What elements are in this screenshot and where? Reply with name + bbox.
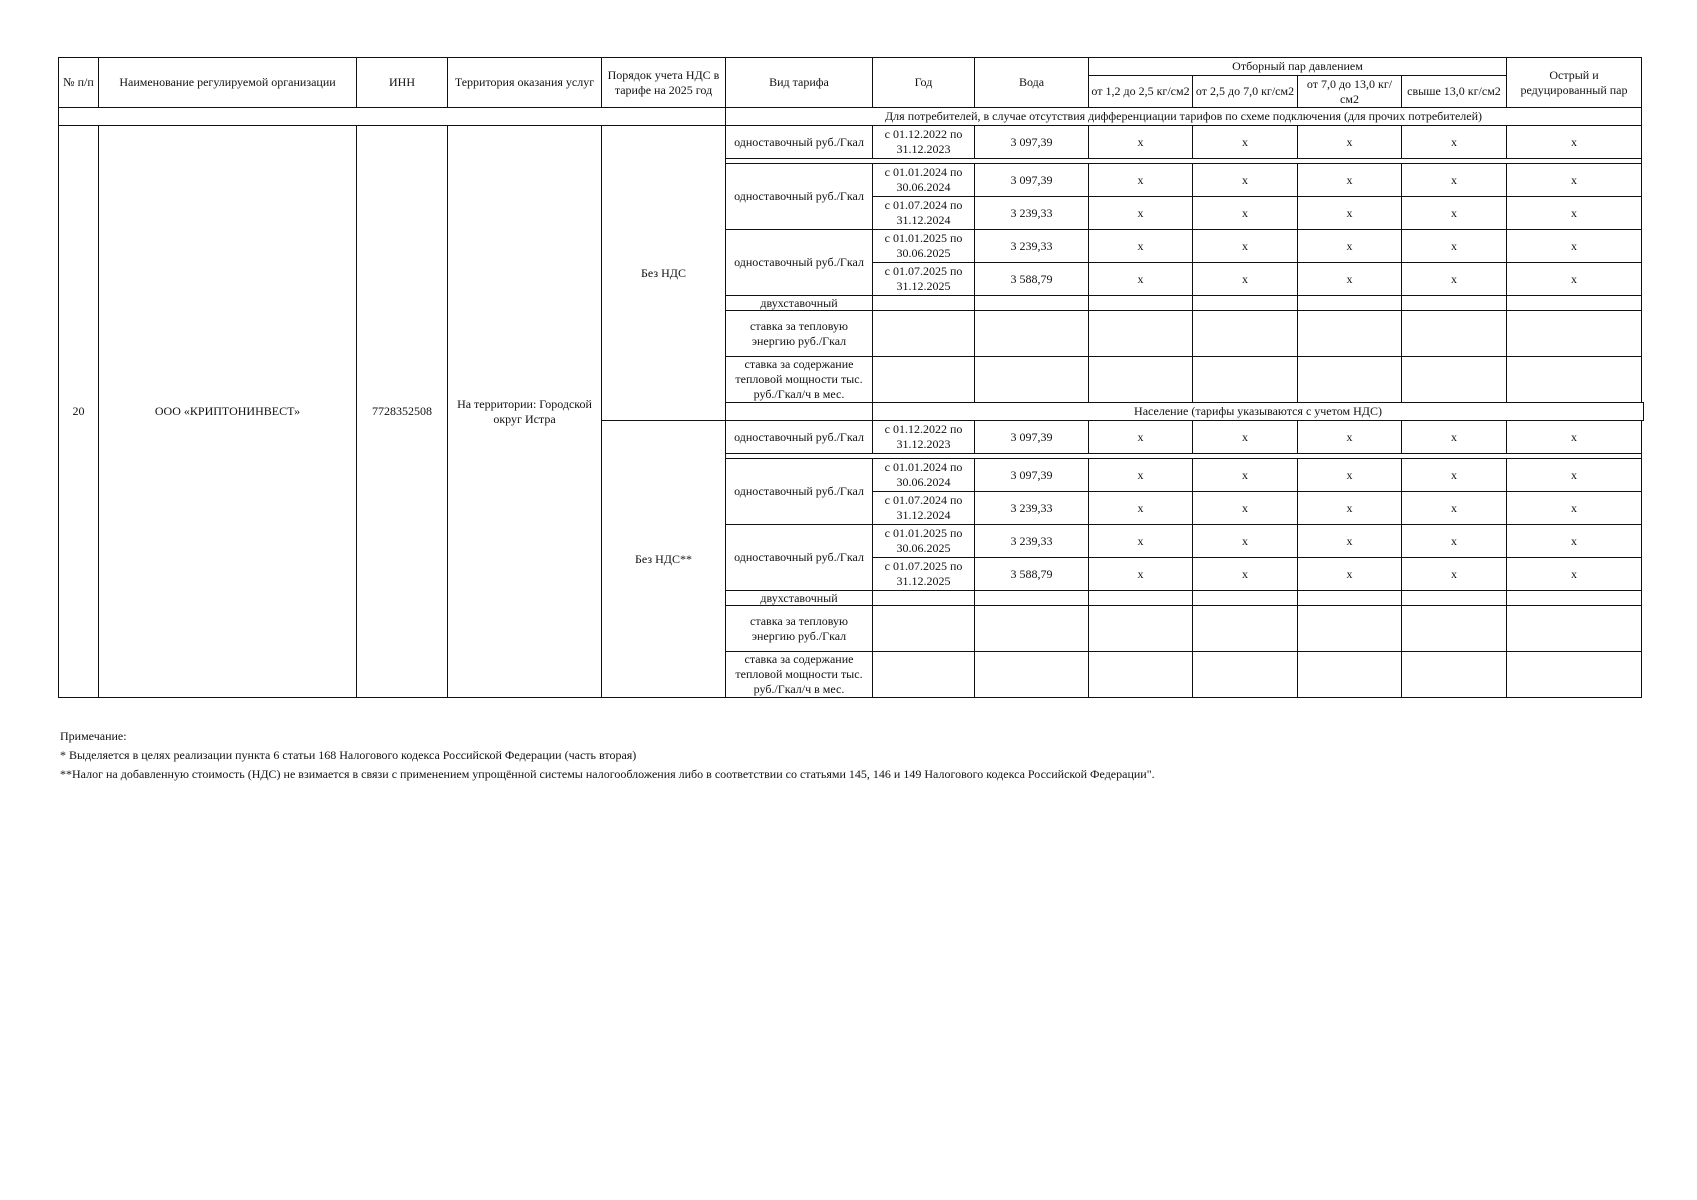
steam-2-value: x: [1193, 164, 1298, 197]
steam-4-value: x: [1402, 164, 1507, 197]
water-value: 3 588,79: [975, 558, 1089, 591]
empty-cell: [1402, 591, 1507, 606]
empty-cell: [1298, 652, 1402, 698]
band-other-blank: [59, 108, 726, 126]
steam-2-value: x: [1193, 558, 1298, 591]
water-value: 3 239,33: [975, 197, 1089, 230]
period: с 01.01.2025 по 30.06.2025: [873, 230, 975, 263]
steam-3-value: x: [1298, 421, 1402, 454]
steam-3-value: x: [1298, 197, 1402, 230]
tariff-type: одноставочный руб./Гкал: [726, 164, 873, 230]
empty-cell: [873, 311, 975, 357]
steam-4-value: x: [1402, 525, 1507, 558]
water-value: 3 097,39: [975, 164, 1089, 197]
empty-cell: [1507, 311, 1642, 357]
empty-cell: [873, 606, 975, 652]
sharp-steam-value: x: [1507, 459, 1642, 492]
org-territory: На территории: Городской округ Истра: [448, 126, 602, 698]
steam-2-value: x: [1193, 421, 1298, 454]
tariff-table: [58, 57, 1644, 698]
steam-1-value: x: [1089, 459, 1193, 492]
steam-1-value: x: [1089, 492, 1193, 525]
steam-3-value: x: [1298, 492, 1402, 525]
empty-cell: [1402, 311, 1507, 357]
period: с 01.07.2024 по 31.12.2024: [873, 197, 975, 230]
water-value: 3 097,39: [975, 459, 1089, 492]
rate-capacity-label: ставка за содержание тепловой мощности тыс. руб./Гкал/ч в мес.: [726, 357, 873, 403]
sharp-steam-value: x: [1507, 164, 1642, 197]
tariff-type: одноставочный руб./Гкал: [726, 126, 873, 159]
header-sharp-steam: Острый и редуцированный пар: [1507, 58, 1642, 108]
header-steam-2: от 2,5 до 7,0 кг/см2: [1193, 76, 1298, 108]
steam-4-value: x: [1402, 197, 1507, 230]
period: с 01.07.2025 по 31.12.2025: [873, 558, 975, 591]
two-part-label: двухставочный: [726, 591, 873, 606]
header-vat: Порядок учета НДС в тарифе на 2025 год: [602, 58, 726, 108]
note-2: **Налог на добавленную стоимость (НДС) не взимается в связи с применением упрощённой системы налогообложения либо в соответствии со статьями 145, 146 и 149 Налогового кодекса Российской Федерации".: [60, 767, 1155, 781]
steam-2-value: x: [1193, 197, 1298, 230]
steam-1-value: x: [1089, 230, 1193, 263]
sharp-steam-value: x: [1507, 421, 1642, 454]
org-number: 20: [59, 126, 99, 698]
header-steam-group: Отборный пар давлением: [1089, 58, 1507, 76]
empty-cell: [1089, 357, 1193, 403]
org-name: ООО «КРИПТОНИНВЕСТ»: [99, 126, 357, 698]
empty-cell: [975, 357, 1089, 403]
period: с 01.01.2024 по 30.06.2024: [873, 164, 975, 197]
tariff-type: одноставочный руб./Гкал: [726, 421, 873, 454]
empty-cell: [1402, 606, 1507, 652]
vat-other: Без НДС: [602, 126, 726, 421]
empty-cell: [1507, 296, 1642, 311]
steam-2-value: x: [1193, 126, 1298, 159]
sharp-steam-value: x: [1507, 197, 1642, 230]
water-value: 3 097,39: [975, 421, 1089, 454]
header-inn: ИНН: [357, 58, 448, 108]
empty-cell: [1402, 652, 1507, 698]
sharp-steam-value: x: [1507, 126, 1642, 159]
empty-cell: [1089, 652, 1193, 698]
steam-2-value: x: [1193, 459, 1298, 492]
period: с 01.07.2025 по 31.12.2025: [873, 263, 975, 296]
empty-cell: [1193, 652, 1298, 698]
empty-cell: [1298, 606, 1402, 652]
sharp-steam-value: x: [1507, 525, 1642, 558]
tariff-type: одноставочный руб./Гкал: [726, 230, 873, 296]
empty-cell: [975, 652, 1089, 698]
steam-4-value: x: [1402, 263, 1507, 296]
steam-1-value: x: [1089, 558, 1193, 591]
steam-3-value: x: [1298, 459, 1402, 492]
band-population: Население (тарифы указываются с учетом НДС): [873, 403, 1644, 421]
empty-cell: [975, 591, 1089, 606]
band-other-consumers: Для потребителей, в случае отсутствия дифференциации тарифов по схеме подключения (для прочих потребителей): [726, 108, 1642, 126]
org-inn: 7728352508: [357, 126, 448, 698]
period: с 01.12.2022 по 31.12.2023: [873, 421, 975, 454]
header-steam-3: от 7,0 до 13,0 кг/см2: [1298, 76, 1402, 108]
steam-2-value: x: [1193, 525, 1298, 558]
empty-cell: [1298, 296, 1402, 311]
steam-3-value: x: [1298, 558, 1402, 591]
empty-cell: [1298, 311, 1402, 357]
steam-4-value: x: [1402, 459, 1507, 492]
empty-cell: [1089, 311, 1193, 357]
steam-2-value: x: [1193, 492, 1298, 525]
header-water: Вода: [975, 58, 1089, 108]
rate-capacity-label: ставка за содержание тепловой мощности тыс. руб./Гкал/ч в мес.: [726, 652, 873, 698]
steam-3-value: x: [1298, 263, 1402, 296]
empty-cell: [1507, 591, 1642, 606]
steam-4-value: x: [1402, 558, 1507, 591]
steam-4-value: x: [1402, 126, 1507, 159]
sharp-steam-value: x: [1507, 263, 1642, 296]
steam-3-value: x: [1298, 230, 1402, 263]
empty-cell: [873, 357, 975, 403]
water-value: 3 588,79: [975, 263, 1089, 296]
steam-2-value: x: [1193, 230, 1298, 263]
empty-cell: [1507, 606, 1642, 652]
water-value: 3 097,39: [975, 126, 1089, 159]
empty-cell: [1193, 357, 1298, 403]
empty-cell: [1507, 652, 1642, 698]
steam-3-value: x: [1298, 525, 1402, 558]
period: с 01.01.2025 по 30.06.2025: [873, 525, 975, 558]
notes: [60, 727, 1155, 784]
header-tariff-type: Вид тарифа: [726, 58, 873, 108]
empty-cell: [975, 606, 1089, 652]
steam-1-value: x: [1089, 421, 1193, 454]
header-territory: Территория оказания услуг: [448, 58, 602, 108]
water-value: 3 239,33: [975, 230, 1089, 263]
rate-energy-label: ставка за тепловую энергию руб./Гкал: [726, 311, 873, 357]
period: с 01.07.2024 по 31.12.2024: [873, 492, 975, 525]
steam-2-value: x: [1193, 263, 1298, 296]
steam-3-value: x: [1298, 164, 1402, 197]
header-steam-4: свыше 13,0 кг/см2: [1402, 76, 1507, 108]
two-part-label: двухставочный: [726, 296, 873, 311]
steam-1-value: x: [1089, 164, 1193, 197]
empty-cell: [1089, 591, 1193, 606]
vat-population: Без НДС**: [602, 421, 726, 698]
empty-cell: [1193, 606, 1298, 652]
notes-title: Примечание:: [60, 729, 127, 743]
water-value: 3 239,33: [975, 492, 1089, 525]
tariff-type: одноставочный руб./Гкал: [726, 459, 873, 525]
steam-1-value: x: [1089, 197, 1193, 230]
empty-cell: [1193, 296, 1298, 311]
period: с 01.01.2024 по 30.06.2024: [873, 459, 975, 492]
empty-cell: [1298, 591, 1402, 606]
empty-cell: [975, 296, 1089, 311]
band-population-blank: [726, 403, 873, 421]
header-org: Наименование регулируемой организации: [99, 58, 357, 108]
empty-cell: [1089, 606, 1193, 652]
period: с 01.12.2022 по 31.12.2023: [873, 126, 975, 159]
empty-cell: [1193, 311, 1298, 357]
empty-cell: [1193, 591, 1298, 606]
empty-cell: [975, 311, 1089, 357]
empty-cell: [1089, 296, 1193, 311]
empty-cell: [873, 652, 975, 698]
empty-cell: [873, 296, 975, 311]
steam-4-value: x: [1402, 492, 1507, 525]
steam-1-value: x: [1089, 525, 1193, 558]
steam-1-value: x: [1089, 126, 1193, 159]
tariff-type: одноставочный руб./Гкал: [726, 525, 873, 591]
sharp-steam-value: x: [1507, 558, 1642, 591]
empty-cell: [1402, 296, 1507, 311]
steam-3-value: x: [1298, 126, 1402, 159]
header-num: № п/п: [59, 58, 99, 108]
note-1: * Выделяется в целях реализации пункта 6 статьи 168 Налогового кодекса Российской Федерации (часть вторая): [60, 748, 637, 762]
empty-cell: [1507, 357, 1642, 403]
header-steam-1: от 1,2 до 2,5 кг/см2: [1089, 76, 1193, 108]
empty-cell: [873, 591, 975, 606]
sharp-steam-value: x: [1507, 230, 1642, 263]
steam-4-value: x: [1402, 230, 1507, 263]
rate-energy-label: ставка за тепловую энергию руб./Гкал: [726, 606, 873, 652]
header-year: Год: [873, 58, 975, 108]
water-value: 3 239,33: [975, 525, 1089, 558]
empty-cell: [1402, 357, 1507, 403]
steam-4-value: x: [1402, 421, 1507, 454]
steam-1-value: x: [1089, 263, 1193, 296]
sharp-steam-value: x: [1507, 492, 1642, 525]
empty-cell: [1298, 357, 1402, 403]
